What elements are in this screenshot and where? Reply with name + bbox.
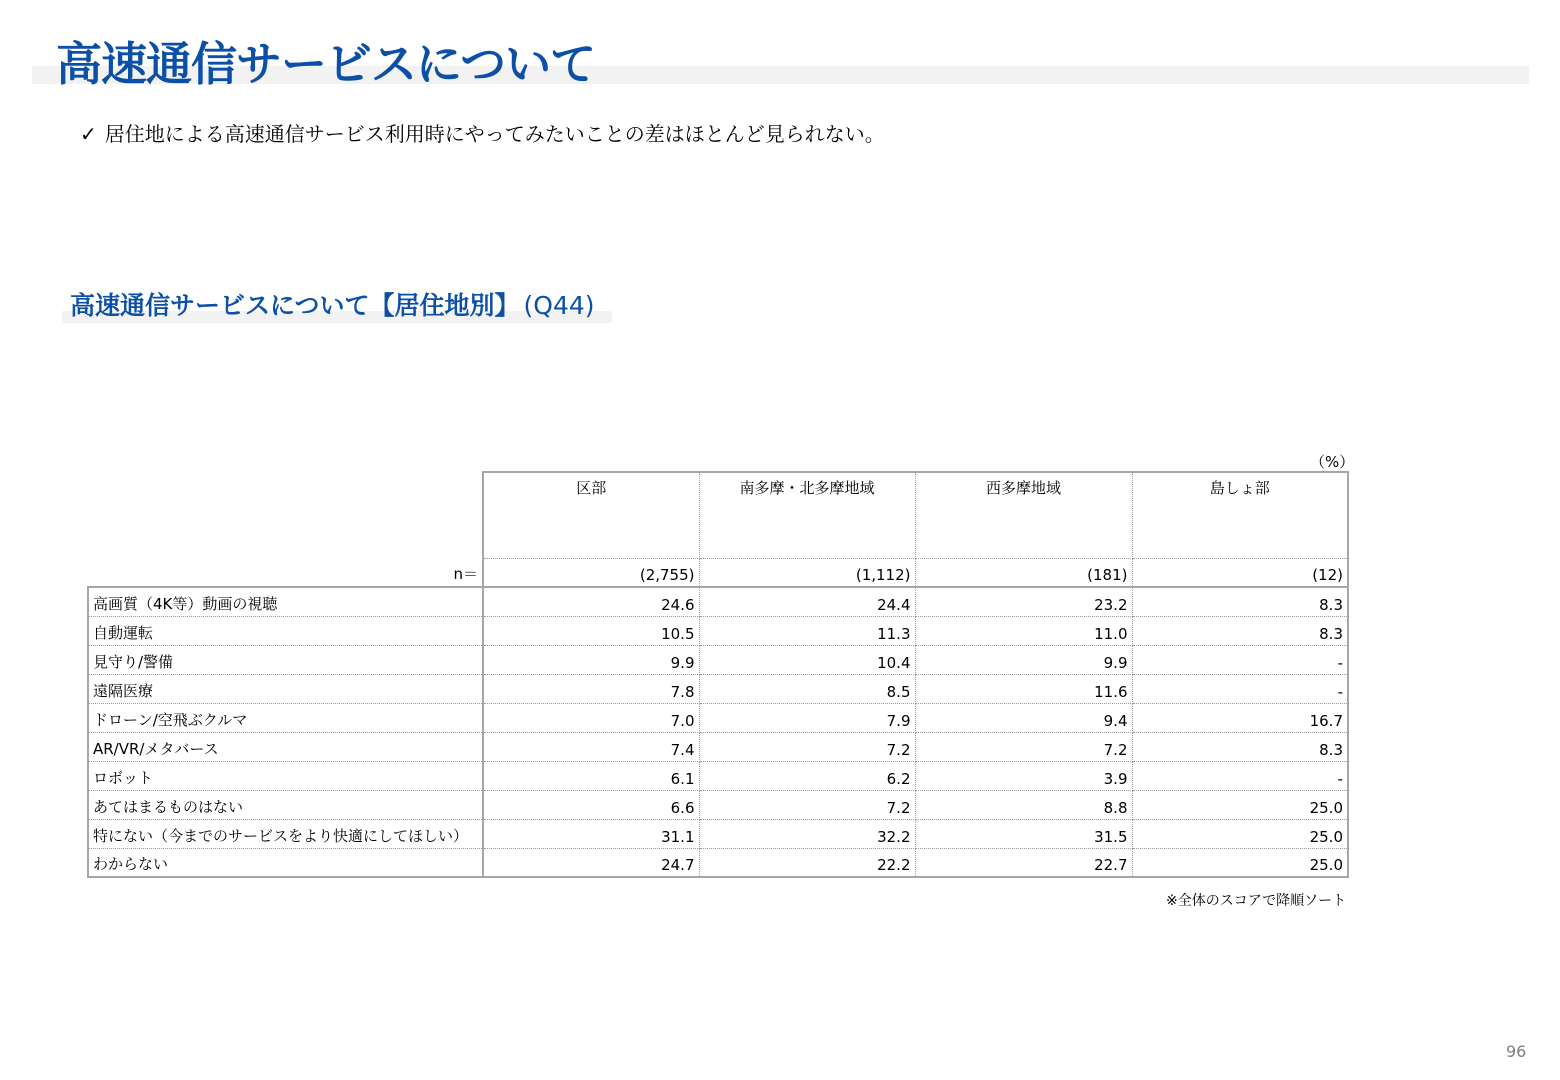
sample-size-value: (2,755) [483,558,699,587]
column-header: 南多摩・北多摩地域 [699,472,915,558]
row-label: 高画質（4K等）動画の視聴 [88,587,483,616]
check-icon: ✓ [80,122,97,146]
result-table [87,471,1349,878]
row-label: ドローン/空飛ぶクルマ [88,703,483,732]
table-cell: 25.0 [1132,848,1348,877]
table-cell: 3.9 [915,761,1132,790]
row-label: あてはまるものはない [88,790,483,819]
table-cell: 7.2 [915,732,1132,761]
table-cell: 6.2 [699,761,915,790]
row-label: 遠隔医療 [88,674,483,703]
table-row [88,587,1348,616]
sample-size-label: n＝ [88,558,483,587]
sample-size-value: (1,112) [699,558,915,587]
page-title: 高速通信サービスについて [56,37,596,91]
table-cell: 11.6 [915,674,1132,703]
table-header-row [88,472,1348,558]
sample-size-value: (12) [1132,558,1348,587]
table-row [88,732,1348,761]
row-label: AR/VR/メタバース [88,732,483,761]
table-cell: 9.9 [915,645,1132,674]
table-row [88,848,1348,877]
section-title-text: 高速通信サービスについて【居住地別】 [70,291,520,320]
table-cell: 24.4 [699,587,915,616]
table-cell: 8.3 [1132,587,1348,616]
table-row [88,819,1348,848]
table-cell: 8.5 [699,674,915,703]
table-cell: 25.0 [1132,819,1348,848]
table-cell: 11.0 [915,616,1132,645]
unit-label: （%） [1310,453,1355,471]
table-cell: 22.7 [915,848,1132,877]
row-label: 特にない（今までのサービスをより快適にしてほしい） [88,819,483,848]
table-row [88,790,1348,819]
column-header: 区部 [483,472,699,558]
table-cell: 31.5 [915,819,1132,848]
summary-text: 居住地による高速通信サービス利用時にやってみたいことの差はほとんど見られない。 [104,122,885,146]
table-cell: 25.0 [1132,790,1348,819]
header-blank-cell [88,472,483,558]
row-label: 見守り/警備 [88,645,483,674]
column-header: 西多摩地域 [915,472,1132,558]
sort-note: ※全体のスコアで降順ソート [1166,893,1347,909]
row-label: ロボット [88,761,483,790]
table-cell: 8.3 [1132,616,1348,645]
table-cell: 7.2 [699,790,915,819]
table-cell: 10.5 [483,616,699,645]
table-row [88,645,1348,674]
section-question-id: (Q44) [523,291,595,320]
table-cell: - [1132,645,1348,674]
table-cell: 16.7 [1132,703,1348,732]
sample-size-row [88,558,1348,587]
table-cell: 24.7 [483,848,699,877]
table-cell: 11.3 [699,616,915,645]
table-row [88,674,1348,703]
table-cell: 8.8 [915,790,1132,819]
table-cell: 6.6 [483,790,699,819]
table-cell: 23.2 [915,587,1132,616]
summary-bullet [80,118,885,147]
table-row [88,761,1348,790]
table-cell: 32.2 [699,819,915,848]
page-number: 96 [1506,1042,1527,1061]
table-cell: 22.2 [699,848,915,877]
column-header: 島しょ部 [1132,472,1348,558]
table-cell: 10.4 [699,645,915,674]
table-cell: 9.9 [483,645,699,674]
table-cell: 31.1 [483,819,699,848]
table-cell: 7.9 [699,703,915,732]
table-row [88,703,1348,732]
table-cell: 7.0 [483,703,699,732]
table-row [88,616,1348,645]
table-cell: 8.3 [1132,732,1348,761]
table-cell: 6.1 [483,761,699,790]
table-cell: 7.8 [483,674,699,703]
table-cell: 9.4 [915,703,1132,732]
row-label: わからない [88,848,483,877]
row-label: 自動運転 [88,616,483,645]
table-cell: - [1132,674,1348,703]
section-title [70,286,595,322]
table-cell: 7.2 [699,732,915,761]
sample-size-value: (181) [915,558,1132,587]
table-cell: - [1132,761,1348,790]
table-cell: 24.6 [483,587,699,616]
table-cell: 7.4 [483,732,699,761]
